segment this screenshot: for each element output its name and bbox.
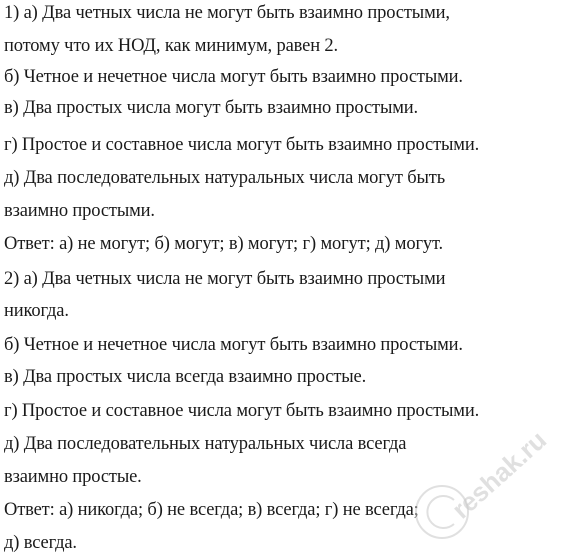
line-5: г) Простое и составное числа могут быть взаимно простыми. xyxy=(4,135,480,155)
line-17: д) всегда. xyxy=(4,533,77,553)
line-15: взаимно простые. xyxy=(4,467,142,487)
line-9: 2) а) Два четных числа не могут быть взаимно простыми xyxy=(4,269,446,289)
line-8: Ответ: а) не могут; б) могут; в) могут; г) могут; д) могут. xyxy=(4,234,443,254)
line-1: 1) а) Два четных числа не могут быть взаимно простыми, xyxy=(4,3,450,23)
line-13: г) Простое и составное числа могут быть взаимно простыми. xyxy=(4,401,480,421)
line-14: д) Два последовательных натуральных числа всегда xyxy=(4,434,407,454)
line-10: никогда. xyxy=(4,301,69,321)
line-12: в) Два простых числа всегда взаимно простые. xyxy=(4,367,367,387)
line-6: д) Два последовательных натуральных числа могут быть xyxy=(4,168,445,188)
line-4: в) Два простых числа могут быть взаимно простыми. xyxy=(4,98,419,118)
reshak-watermark-logo xyxy=(384,420,574,550)
line-7: взаимно простыми. xyxy=(4,201,155,221)
line-16: Ответ: а) никогда; б) не всегда; в) всегда; г) не всегда; xyxy=(4,500,419,520)
watermark-text: reshak.ru xyxy=(445,424,553,525)
line-2: потому что их НОД, как минимум, равен 2. xyxy=(4,36,339,56)
line-3: б) Четное и нечетное числа могут быть взаимно простыми. xyxy=(4,67,463,87)
line-11: б) Четное и нечетное числа могут быть взаимно простыми. xyxy=(4,335,463,355)
